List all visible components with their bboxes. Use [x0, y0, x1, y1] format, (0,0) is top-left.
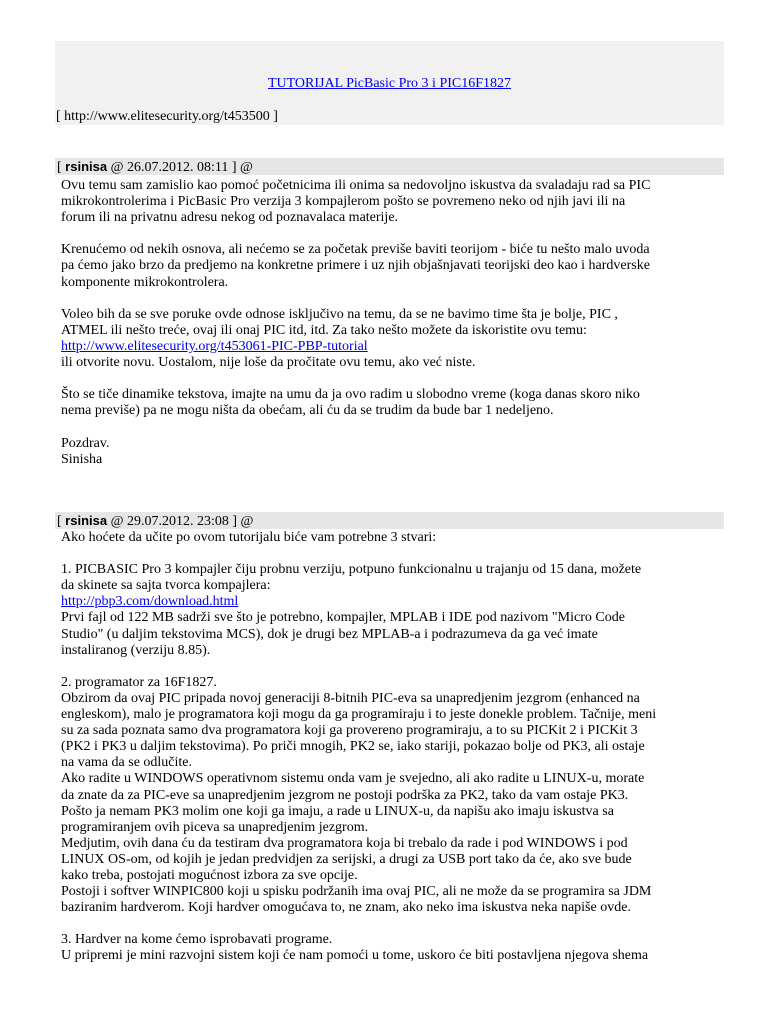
post-text-line: da skinete sa sajta tvorca kompajlera: [61, 578, 271, 594]
post-text-line: ili otvorite novu. Uostalom, nije loše da pročitate ovu temu, ako već niste. [61, 355, 476, 371]
post-text-line: Krenućemo od nekih osnova, ali nećemo se za početak previše baviti teorijom - biće tu nešto malo uvoda [61, 242, 650, 258]
post-text-line: Pošto ja nemam PK3 molim one koji ga imaju, a rade u LINUX-u, da napišu ako imaju iskustva sa [61, 803, 614, 819]
post-text-line: Ovu temu sam zamislio kao pomoć početnicima ili onima sa nedovoljno iskustva da svaladaju rad sa PIC [61, 178, 651, 193]
post-text-line: Medjutim, ovih dana ću da testiram dva programatora koja bi trebalo da rade i pod WINDOWS i pod [61, 835, 628, 851]
post-text-line: 2. programator za 16F1827. [61, 674, 217, 690]
post-text-line: programiranjem ovih piceva sa unapredjenim jezgrom. [61, 819, 369, 835]
post-text-line: nema previše) pa ne mogu ništa da obećam, ali ću da se trudim da bude bar 1 nedeljeno. [61, 403, 554, 419]
post-text-line: su za sada poznata samo dva programatora koji ga provereno programiraju, a to su PICKit 2 i PICKit 3 [61, 723, 638, 739]
post-text-line: ATMEL ili nešto treće, ovaj ili onaj PIC itd, itd. Za tako nešto možete da iskoristite ovu temu: [61, 322, 587, 338]
blank-line [61, 916, 721, 932]
post-text-line: U pripremi je mini razvojni sistem koji će nam pomoći u tome, uskoro će biti postavljena njegova shema [61, 948, 649, 964]
post-author[interactable]: rsinisa [65, 513, 108, 528]
post-header-open: [ [57, 160, 66, 175]
post-text-line: 3. Hardver na kome ćemo isprobavati programe. [61, 932, 333, 948]
post-text-line: baziranim hardverom. Koji hardver omogućava to, ne znam, ako neko ima iskustva neka napiše ovde. [61, 900, 631, 916]
post-header-open: [ [57, 514, 66, 529]
blank-line [61, 659, 721, 675]
post-author[interactable]: rsinisa [65, 159, 108, 174]
blank-line [61, 226, 721, 242]
post-text-line: pa ćemo jako brzo da predjemo na konkretne primere i uz njih objašnjavati teorijski deo kao i hardverske [61, 258, 650, 274]
post-link[interactable]: http://www.elitesecurity.org/t453061-PIC-PBP-tutorial [61, 338, 368, 354]
post-body-2 [61, 530, 721, 965]
post-text-line: Postoji i softver WINPIC800 koji u spisku podržanih ima ovaj PIC, ali ne može da se programira sa JDM [61, 884, 652, 900]
post-text-line: na vama da se odlučite. [61, 755, 193, 771]
post-text-line: Sinisha [61, 451, 103, 467]
post-meta: @ 29.07.2012. 23:08 ] @ [107, 514, 254, 529]
post-text-line: mikrokontrolerima i PicBasic Pro verzija 3 kompajlerom pošto se povremeno neko od njih javi ili na [61, 194, 626, 210]
blank-line [61, 546, 721, 562]
post-text-line: da znate da za PIC-eve sa unapredjenim jezgrom ne postoji podrška za PK2, tako da vam ostaje PK3. [61, 787, 629, 803]
post-text-line: Obzirom da ovaj PIC pripada novoj generaciji 8-bitnih PIC-eva sa unapredjenim jezgrom (enhanced na [61, 690, 640, 706]
title-link[interactable]: TUTORIJAL PicBasic Pro 3 i PIC16F1827 [267, 76, 512, 91]
source-url: [ http://www.elitesecurity.org/t453500 ] [56, 109, 278, 124]
blank-line [61, 291, 721, 307]
post-text-line: engleskom), malo je programatora koji mogu da ga programiraju i to jeste donekle problem. Tačnije, meni [61, 707, 657, 723]
post-text-line: LINUX OS-om, od kojih je jedan predvidjen za serijski, a drugi za USB port tako da će, ako sve bude [61, 851, 632, 867]
post-text-line: komponente mikrokontrolera. [61, 274, 229, 290]
post-text-line: instaliranog (verziju 8.85). [61, 642, 211, 658]
page-title [55, 76, 724, 92]
post-text-line: kako treba, postojati mogućnost izbora za sve opcije. [61, 867, 358, 883]
blank-line [61, 419, 721, 435]
post-text-line: forum ili na privatnu adresu nekog od poznavalaca materije. [61, 210, 399, 226]
post-text-line: Ako radite u WINDOWS operativnom sistemu onda vam je svejedno, ali ako radite u LINUX-u, morate [61, 771, 645, 787]
post-header-1 [55, 158, 724, 175]
post-body-1 [61, 178, 721, 468]
post-link-line [61, 594, 721, 610]
post-meta: @ 26.07.2012. 08:11 ] @ [107, 160, 253, 175]
post-text-line: Voleo bih da se sve poruke ovde odnose isključivo na temu, da se ne bavimo time šta je bolje, PIC , [61, 306, 618, 322]
post-text-line: Ako hoćete da učite po ovom tutorijalu biće vam potrebne 3 stvari: [61, 530, 437, 545]
post-text-line: Što se tiče dinamike tekstova, imajte na umu da ja ovo radim u slobodno vreme (koga danas skoro niko [61, 387, 640, 403]
blank-line [61, 371, 721, 387]
post-link-line [61, 339, 721, 355]
post-header-2 [55, 512, 724, 529]
post-link[interactable]: http://pbp3.com/download.html [61, 594, 239, 610]
post-text-line: Pozdrav. [61, 435, 110, 451]
post-text-line: (PK2 i PK3 u daljim tekstovima). Po priči mnogih, PK2 se, iako stariji, pokazao bolje od PK3, ali ostaje [61, 739, 645, 755]
post-text-line: Studio" (u daljim tekstovima MCS), dok je drugi bez MPLAB-a i podrazumeva da ga već imate [61, 626, 598, 642]
post-text-line: Prvi fajl od 122 MB sadrži sve što je potrebno, kompajler, MPLAB i IDE pod nazivom "Micro Code [61, 610, 625, 626]
post-text-line: 1. PICBASIC Pro 3 kompajler čiju probnu verziju, potpuno funkcionalnu u trajanju od 15 dana, možete [61, 562, 642, 578]
